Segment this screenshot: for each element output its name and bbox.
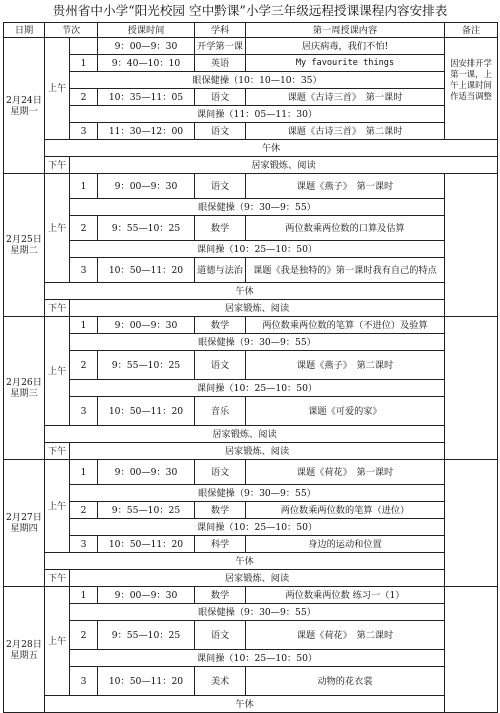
day-cell: [4, 460, 45, 587]
table-row: [4, 258, 498, 283]
day-cell: [4, 174, 45, 317]
period-time: 9：00—9：30: [98, 38, 195, 55]
lunch-break-row: 午休: [45, 553, 445, 570]
day-date: 2月28日: [6, 638, 42, 650]
period-time: 9：40—10：10: [98, 55, 195, 72]
period-number: 3: [70, 123, 98, 140]
period-time: 10：50—11：20: [98, 397, 195, 426]
am-label: 上午: [47, 365, 67, 377]
period-content: 居庆病毒，我们不怕!: [246, 38, 445, 55]
period-subject: 科学: [195, 536, 246, 553]
period-time: 9：55—10：25: [98, 621, 195, 650]
table-row: [4, 570, 498, 587]
pm-label: 下午: [45, 443, 70, 460]
day-weekday: 星期二: [10, 245, 38, 256]
table-row: [4, 397, 498, 426]
period-subject: 数学: [195, 317, 246, 334]
period-subject: 英语: [195, 55, 246, 72]
period-subject: 语文: [195, 351, 246, 380]
table-row: [4, 460, 498, 485]
period-number: 3: [70, 667, 98, 696]
period-content: 课题《燕子》 第二课时: [246, 351, 445, 380]
table-row: [4, 89, 498, 106]
period-subject: 语文: [195, 460, 246, 485]
note-cell: 因安排开学第一课，上午上课时间作适当调整: [445, 38, 498, 140]
pm-label: 下午: [45, 300, 70, 317]
table-row: [4, 553, 498, 570]
home-activity-row: 居家锻炼、阅读: [70, 443, 445, 460]
pm-label: 下午: [45, 157, 70, 174]
day-date: 2月27日: [6, 512, 42, 523]
am-label-cell: [45, 460, 70, 553]
period-content: 课题《荷花》 第一课时: [246, 460, 445, 485]
header-content: 第一周授课内容: [246, 23, 445, 38]
table-row: [4, 536, 498, 553]
day-cell: [4, 587, 45, 713]
table-row: [4, 621, 498, 650]
period-content: 两位数乘两位数的笔算（不进位）及验算: [246, 317, 445, 334]
day-weekday: 星期一: [10, 105, 38, 117]
home-activity-row: 居家锻炼、阅读: [70, 157, 498, 174]
period-time: 10：50—11：20: [98, 667, 195, 696]
am-label-cell: [45, 38, 70, 140]
table-row: [4, 72, 498, 89]
period-content: 课题《燕子》 第一课时: [246, 174, 445, 199]
am-label-cell: [45, 174, 70, 283]
table-row: [4, 123, 498, 140]
period-number: 2: [70, 502, 98, 519]
period-subject: 语文: [195, 123, 246, 140]
period-content: 动物的花衣裳: [246, 667, 445, 696]
period-number: 2: [70, 216, 98, 241]
table-row: [4, 443, 498, 460]
period-subject: 音乐: [195, 397, 246, 426]
home-activity-row: 居家锻炼、阅读: [70, 300, 445, 317]
day-weekday: 星期五: [10, 649, 38, 661]
period-time: 9：55—10：25: [98, 216, 195, 241]
day-date: 2月26日: [6, 377, 42, 388]
break-exercise-row: 课间操（10：25—10：50）: [70, 241, 445, 258]
table-row: [4, 157, 498, 174]
pm-label: 下午: [45, 570, 70, 587]
am-label: 上午: [47, 83, 67, 94]
day-cell: [4, 317, 45, 460]
table-row: [4, 380, 498, 397]
header-period: 节次: [45, 23, 98, 38]
am-label-cell: [45, 587, 70, 696]
lunch-break-row: 午休: [45, 283, 445, 300]
note-empty: [445, 460, 498, 587]
period-content: 课题《古诗三首》 第一课时: [246, 89, 445, 106]
table-row: [4, 317, 498, 334]
period-number: 2: [70, 351, 98, 380]
header-subject: 学科: [195, 23, 246, 38]
table-row: [4, 334, 498, 351]
period-number: 3: [70, 536, 98, 553]
period-subject: 语文: [195, 621, 246, 650]
period-content: 课题《荷花》 第二课时: [246, 621, 445, 650]
table-row: [4, 351, 498, 380]
period-subject: 美术: [195, 667, 246, 696]
header-time: 授课时间: [98, 23, 195, 38]
period-number: 1: [70, 317, 98, 334]
period-time: 9：00—9：30: [98, 460, 195, 485]
period-subject: 语文: [195, 174, 246, 199]
header-date: 日期: [4, 23, 45, 38]
period-time: 11：30—12：00: [98, 123, 195, 140]
day-date: 2月25日: [6, 234, 42, 245]
period-number: [70, 38, 98, 55]
period-content: 课题《我是独特的》第一课时我有自己的特点: [246, 258, 445, 283]
period-subject: 数学: [195, 502, 246, 519]
day-weekday: 星期三: [10, 388, 38, 399]
period-content: 两位数乘两位数 练习一（1）: [246, 587, 445, 604]
period-number: 1: [70, 55, 98, 72]
table-row: [4, 667, 498, 696]
table-row: [4, 300, 498, 317]
schedule-table: [3, 22, 498, 713]
period-number: 1: [70, 460, 98, 485]
am-label: 上午: [47, 222, 67, 234]
period-number: 1: [70, 587, 98, 604]
table-row: [4, 502, 498, 519]
table-row: [4, 426, 498, 443]
lunch-break-row: 午休: [45, 696, 445, 713]
period-number: 3: [70, 258, 98, 283]
table-row: [4, 241, 498, 258]
break-exercise-row: 课间操（10：25—10：50）: [70, 519, 445, 536]
eye-exercise-row: 眼保健操（9：30—9：55）: [70, 485, 445, 502]
period-content: 两位数乘两位数的口算及估算: [246, 216, 445, 241]
table-row: [4, 38, 498, 55]
note-empty: [445, 174, 498, 317]
table-row: [4, 650, 498, 667]
period-number: 3: [70, 397, 98, 426]
header-row: [4, 23, 498, 38]
eye-exercise-row: 眼保健操（9：30—9：55）: [70, 334, 445, 351]
period-time: 9：55—10：25: [98, 502, 195, 519]
table-row: [4, 696, 498, 713]
period-number: 1: [70, 174, 98, 199]
table-row: [4, 140, 498, 157]
break-exercise-row: 课间操（10：25—10：50）: [70, 650, 445, 667]
period-time: 9：00—9：30: [98, 317, 195, 334]
period-content: 课题《古诗三首》 第二课时: [246, 123, 445, 140]
table-row: [4, 485, 498, 502]
break-exercise-row: 课间操（10：25—10：50）: [70, 380, 445, 397]
am-label: 上午: [47, 500, 67, 512]
period-content: 身边的运动和位置: [246, 536, 445, 553]
period-time: 10：50—11：20: [98, 536, 195, 553]
schedule-page: [3, 0, 497, 710]
lunch-break-row: 午休: [45, 140, 498, 157]
period-time: 9：55—10：25: [98, 351, 195, 380]
table-row: [4, 106, 498, 123]
home-activity-row: 居家锻炼、阅读: [70, 570, 445, 587]
period-subject: 道德与法治: [195, 258, 246, 283]
am-label: 上午: [47, 635, 67, 647]
period-time: 10：35—11：05: [98, 89, 195, 106]
day-weekday: 星期四: [10, 523, 38, 534]
table-row: [4, 519, 498, 536]
period-number: 2: [70, 89, 98, 106]
period-content: 课题《可爱的家》: [246, 397, 445, 426]
table-row: [4, 216, 498, 241]
eye-exercise-row: 眼保健操（10：10—10：35）: [70, 72, 445, 89]
period-content: 两位数乘两位数的笔算（进位）: [246, 502, 445, 519]
note-empty: [445, 317, 498, 460]
period-content: My favourite things: [246, 55, 445, 72]
period-time: 10：50—11：20: [98, 258, 195, 283]
table-row: [4, 199, 498, 216]
eye-exercise-row: 眼保健操（9：30—9：55）: [70, 604, 445, 621]
home-activity-row: 居家锻炼、阅读: [45, 426, 445, 443]
table-row: [4, 174, 498, 199]
day-date: 2月24日: [6, 94, 42, 106]
eye-exercise-row: 眼保健操（9：30—9：55）: [70, 199, 445, 216]
table-row: [4, 55, 498, 72]
period-subject: 开学第一课: [195, 38, 246, 55]
table-row: [4, 604, 498, 621]
note-empty: [445, 587, 498, 713]
table-row: [4, 283, 498, 300]
am-label-cell: [45, 317, 70, 426]
period-subject: 数学: [195, 587, 246, 604]
page-title: 贵州省中小学“阳光校园 空中黔课”小学三年级远程授课课程内容安排表: [52, 3, 448, 18]
header-note: 备注: [445, 23, 498, 38]
day-cell: [4, 38, 45, 174]
period-time: 9：00—9：30: [98, 174, 195, 199]
period-subject: 语文: [195, 89, 246, 106]
table-row: [4, 587, 498, 604]
break-exercise-row: 课间操（11：05—11：30）: [70, 106, 445, 123]
period-subject: 数学: [195, 216, 246, 241]
period-time: 9：00—9：30: [98, 587, 195, 604]
period-number: 2: [70, 621, 98, 650]
